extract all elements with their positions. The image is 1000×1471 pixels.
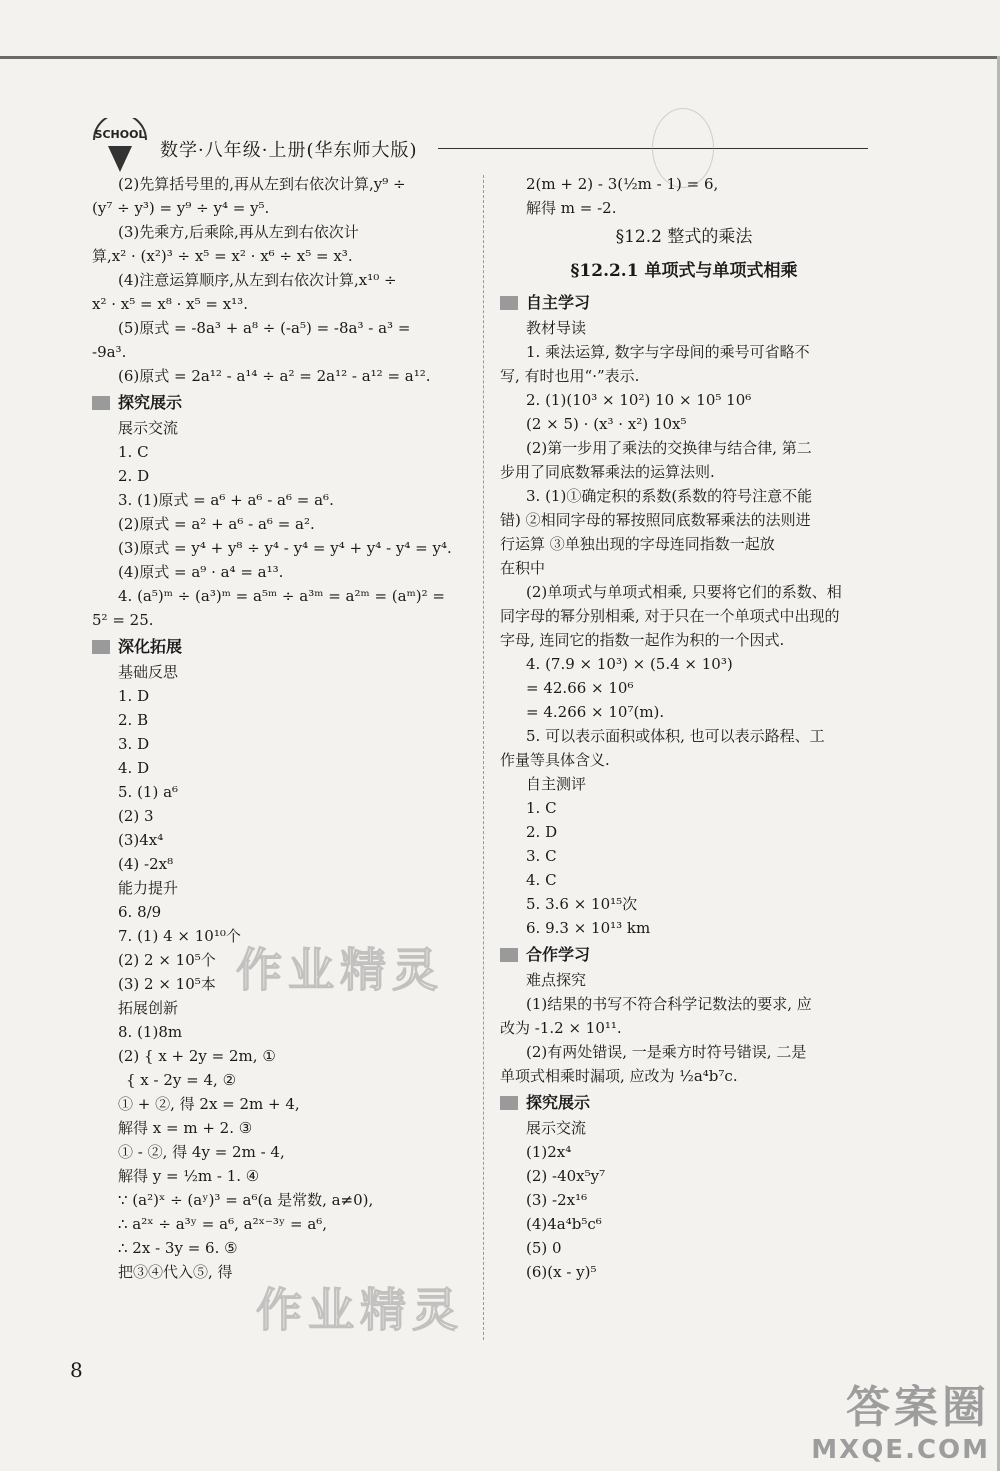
text-line: x² · x⁵ = x⁸ · x⁵ = x¹³. — [92, 295, 248, 313]
text-line: 6. 8/9 — [118, 903, 162, 921]
text-line: (6)原式 = 2a¹² - a¹⁴ ÷ a² = 2a¹² - a¹² = a¹². — [118, 367, 431, 385]
chapter-heading: §12.2 整式的乘法 — [615, 227, 753, 247]
text-line: 拓展创新 — [118, 999, 179, 1017]
text-line: ∵ (a²)ˣ ÷ (aʸ)³ = a⁶(a 是常数, a≠0), — [118, 1191, 374, 1209]
text-line: 作量等具体含义. — [500, 751, 610, 769]
text-line: 字母, 连同它的指数一起作为积的一个因式. — [500, 631, 785, 649]
section-heading — [92, 634, 470, 660]
text-line: ① + ②, 得 2x = 2m + 4, — [118, 1095, 300, 1113]
text-line: (1)结果的书写不符合科学记数法的要求, 应 — [526, 995, 812, 1013]
text-line: 在积中 — [500, 559, 546, 577]
text-line: 解得 x = m + 2. ③ — [118, 1119, 253, 1137]
text-line: (5) 0 — [526, 1239, 562, 1257]
watermark: 作业精灵 — [236, 943, 444, 997]
text-line: (1)2x⁴ — [526, 1143, 572, 1161]
section-heading-text: 探究展示 — [118, 393, 183, 412]
text-line: (y⁷ ÷ y³) = y⁹ ÷ y⁴ = y⁵. — [92, 199, 270, 217]
header-title: 数学·八年级·上册(华东师大版) — [160, 140, 418, 161]
text-line: 1. C — [526, 799, 557, 817]
text-line: (2)有两处错误, 一是乘方时符号错误, 二是 — [526, 1043, 807, 1061]
section-marker-icon — [92, 640, 110, 654]
text-line: 7. (1) 4 × 10¹⁰个 — [118, 927, 241, 945]
text-line: = 42.66 × 10⁶ — [526, 679, 634, 697]
text-line: 4. C — [526, 871, 557, 889]
text-line: 改为 -1.2 × 10¹¹. — [500, 1019, 622, 1037]
text-line: 教材导读 — [526, 319, 587, 337]
text-line: 写, 有时也用“·”表示. — [500, 367, 640, 385]
text-line: 步用了同底数幂乘法的运算法则. — [500, 463, 715, 481]
text-line: 3. (1)原式 = a⁶ + a⁶ - a⁶ = a⁶. — [118, 491, 334, 509]
text-line: (3)4x⁴ — [118, 831, 164, 849]
text-line: 1. D — [118, 687, 150, 705]
text-line: 解得 y = ½m - 1. ④ — [118, 1167, 260, 1185]
text-line: 5² = 25. — [92, 611, 154, 629]
section-marker-icon — [500, 1096, 518, 1110]
section-heading-text: 合作学习 — [526, 945, 591, 964]
text-line: (2)第一步用了乘法的交换律与结合律, 第二 — [526, 439, 812, 457]
column-divider — [483, 175, 484, 1340]
text-line: ∴ a²ˣ ÷ a³ʸ = a⁶, a²ˣ⁻³ʸ = a⁶, — [118, 1215, 328, 1233]
text-line: 行运算 ③单独出现的字母连同指数一起放 — [500, 535, 775, 553]
text-line: (2) 3 — [118, 807, 154, 825]
left-column — [92, 172, 470, 1284]
section-heading-text: 深化拓展 — [118, 637, 183, 656]
text-line: 展示交流 — [118, 419, 179, 437]
text-line: 同字母的幂分别相乘, 对于只在一个单项式中出现的 — [500, 607, 840, 625]
text-line: ∴ 2x - 3y = 6. ⑤ — [118, 1239, 238, 1257]
text-line: 4. (7.9 × 10³) × (5.4 × 10³) — [526, 655, 733, 673]
text-line: 2. B — [118, 711, 149, 729]
section-heading-text: 自主学习 — [526, 293, 591, 312]
text-line: 6. 9.3 × 10¹³ km — [526, 919, 651, 937]
corner-watermark-url: MXQE.COM — [811, 1435, 990, 1465]
text-line: 2. D — [526, 823, 558, 841]
text-line: { x - 2y = 4, ② — [126, 1071, 237, 1089]
text-line: 2. D — [118, 467, 150, 485]
chapter-heading: §12.2.1 单项式与单项式相乘 — [570, 261, 798, 281]
watermark: 作业精灵 — [256, 1283, 464, 1337]
text-line: (5)原式 = -8a³ + a⁸ ÷ (-a⁵) = -8a³ - a³ = — [118, 319, 411, 337]
text-line: 错) ②相同字母的幂按照同底数幂乘法的法则进 — [500, 511, 811, 529]
text-line: 2. (1)(10³ × 10²) 10 × 10⁵ 10⁶ — [526, 391, 752, 409]
text-line: (3) 2 × 10⁵本 — [118, 975, 216, 993]
text-line: 8. (1)8m — [118, 1023, 183, 1041]
text-line: 2(m + 2) - 3(½m - 1) = 6, — [526, 175, 719, 193]
corner-watermark-main: 答案圈 — [846, 1382, 990, 1433]
text-line: (2) -40x⁵y⁷ — [526, 1167, 606, 1185]
text-line: (4)原式 = a⁹ · a⁴ = a¹³. — [118, 563, 284, 581]
text-line: ① - ②, 得 4y = 2m - 4, — [118, 1143, 285, 1161]
corner-watermark — [811, 1371, 990, 1465]
section-heading — [500, 1090, 868, 1116]
text-line: (2) 2 × 10⁵个 — [118, 951, 216, 969]
text-line: (6)(x - y)⁵ — [526, 1263, 597, 1281]
section-heading-text: 探究展示 — [526, 1093, 591, 1112]
text-line: 能力提升 — [118, 879, 179, 897]
text-line: 1. 乘法运算, 数字与字母间的乘号可省略不 — [526, 343, 810, 361]
page-number: 8 — [70, 1358, 83, 1382]
text-line: (4)4a⁴b⁵c⁶ — [526, 1215, 602, 1233]
section-marker-icon — [500, 948, 518, 962]
text-line: 自主测评 — [526, 775, 587, 793]
logo-text: SCHOOL — [94, 128, 146, 141]
text-line: (2 × 5) · (x³ · x²) 10x⁵ — [526, 415, 687, 433]
text-line: 1. C — [118, 443, 149, 461]
text-line: 3. (1)①确定积的系数(系数的符号注意不能 — [526, 487, 813, 505]
text-line: 展示交流 — [526, 1119, 587, 1137]
text-line: 4. (a⁵)ᵐ ÷ (a³)ᵐ = a⁵ᵐ ÷ a³ᵐ = a²ᵐ = (aᵐ)² = — [118, 587, 445, 605]
text-line: 3. C — [526, 847, 557, 865]
school-logo-icon — [88, 118, 152, 176]
text-line: (2) { x + 2y = 2m, ① — [118, 1047, 276, 1065]
text-line: 单项式相乘时漏项, 应改为 ½a⁴b⁷c. — [500, 1067, 738, 1085]
section-heading — [500, 290, 868, 316]
text-line: 5. (1) a⁶ — [118, 783, 179, 801]
text-line: (2)原式 = a² + a⁶ - a⁶ = a². — [118, 515, 315, 533]
text-line: 难点探究 — [526, 971, 587, 989]
text-line: (3)先乘方,后乘除,再从左到右依次计 — [118, 223, 359, 241]
text-line: 4. D — [118, 759, 150, 777]
section-marker-icon — [500, 296, 518, 310]
section-heading — [500, 942, 868, 968]
text-line: (3) -2x¹⁶ — [526, 1191, 588, 1209]
text-line: 5. 3.6 × 10¹⁵次 — [526, 895, 638, 913]
text-line: 算,x² · (x²)³ ÷ x⁵ = x² · x⁶ ÷ x⁵ = x³. — [92, 247, 353, 265]
text-line: (2)先算括号里的,再从左到右依次计算,y⁹ ÷ — [118, 175, 406, 193]
text-line: (2)单项式与单项式相乘, 只要将它们的系数、相 — [526, 583, 842, 601]
text-line: 把③④代入⑤, 得 — [118, 1263, 233, 1281]
text-line: 解得 m = -2. — [526, 199, 617, 217]
section-marker-icon — [92, 396, 110, 410]
text-line: (3)原式 = y⁴ + y⁸ ÷ y⁴ - y⁴ = y⁴ + y⁴ - y⁴ = y⁴. — [118, 539, 452, 557]
text-line: (4)注意运算顺序,从左到右依次计算,x¹⁰ ÷ — [118, 271, 397, 289]
text-line: 基础反思 — [118, 663, 179, 681]
text-line: (4) -2x⁸ — [118, 855, 174, 873]
section-heading — [92, 390, 470, 416]
right-column — [500, 172, 868, 1284]
text-line: = 4.266 × 10⁷(m). — [526, 703, 665, 721]
text-line: 3. D — [118, 735, 150, 753]
text-line: -9a³. — [92, 343, 127, 361]
top-border — [0, 56, 1000, 59]
text-line: 5. 可以表示面积或体积, 也可以表示路程、工 — [526, 727, 825, 745]
